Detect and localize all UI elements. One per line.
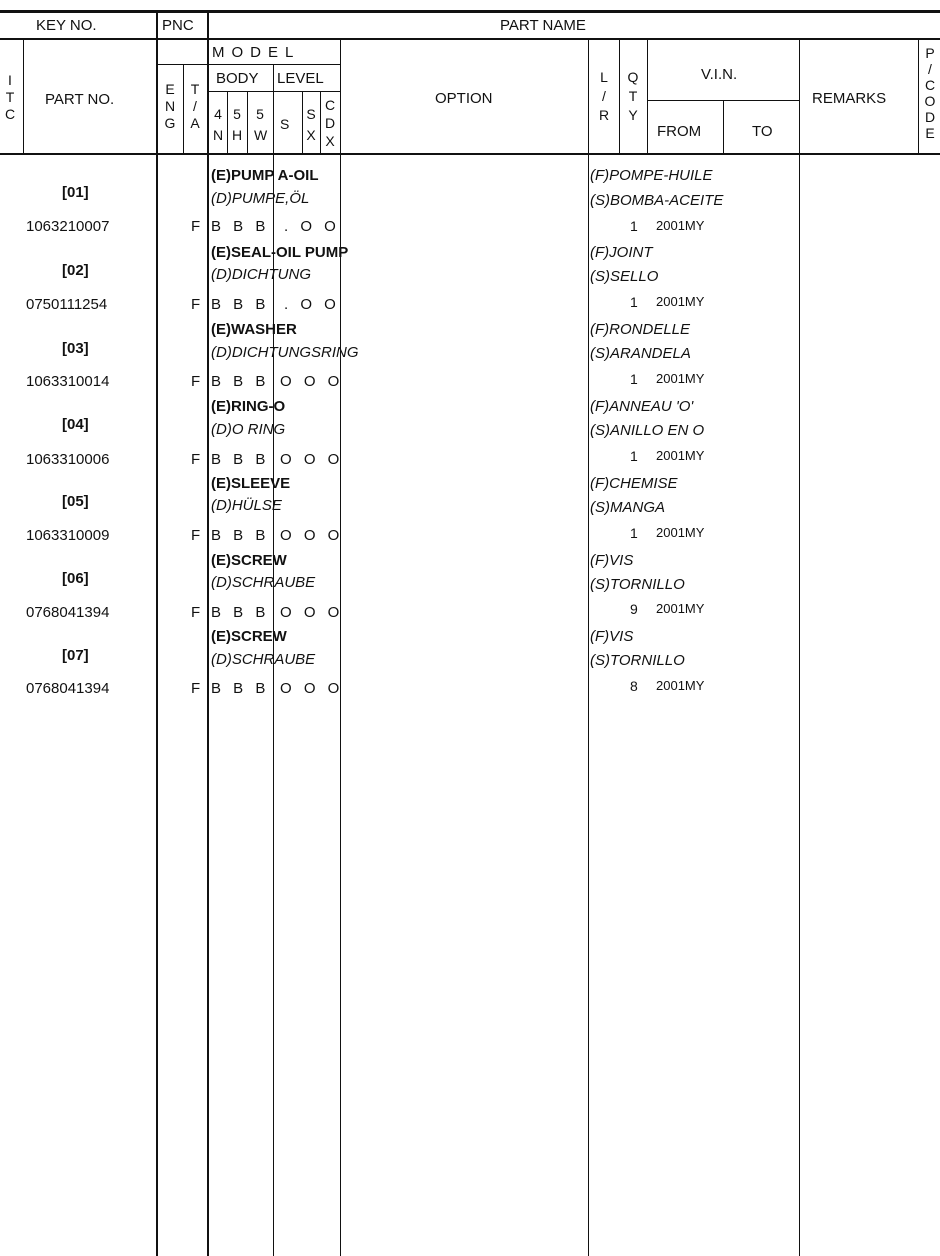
pcode-p: P [925, 45, 935, 61]
option-header: OPTION [435, 90, 493, 107]
vin-from: 2001MY [656, 448, 705, 463]
body-5w-header [254, 104, 266, 146]
ta-code: F [191, 451, 201, 468]
quantity: 1 [630, 294, 638, 310]
level-codes: . O O [284, 218, 340, 235]
lr-l: L [600, 69, 608, 85]
part-name-header: PART NAME [500, 17, 586, 34]
name-english: (E)SCREW [211, 552, 287, 569]
level-s-header: S [280, 116, 290, 132]
name-french: (F)ANNEAU 'O' [590, 398, 694, 415]
body-codes: B B B [211, 451, 270, 468]
name-french: (F)VIS [590, 628, 634, 645]
vin-header: V.I.N. [701, 66, 738, 83]
col-rule-model [340, 38, 341, 1256]
part-number: 1063210007 [26, 218, 110, 235]
col-rule-pnc [207, 10, 209, 1256]
level-cdx-c: C [324, 97, 336, 113]
eng-n: N [164, 98, 176, 114]
name-french: (F)CHEMISE [590, 475, 678, 492]
name-spanish: (S)ARANDELA [590, 345, 691, 362]
key-number: [02] [62, 262, 89, 279]
ta-code: F [191, 373, 201, 390]
part-number: 1063310014 [26, 373, 110, 390]
qty-y: Y [628, 107, 638, 123]
pcode-o: O [924, 93, 936, 109]
model-header: MODEL [212, 44, 301, 61]
remarks-header: REMARKS [812, 90, 887, 107]
ta-header [189, 81, 201, 132]
quantity: 8 [630, 678, 638, 694]
level-codes: O O O [280, 527, 344, 544]
body-codes: B B B [211, 680, 270, 697]
name-english: (E)SEAL-OIL PUMP [211, 244, 349, 261]
col-rule-keyno [156, 10, 158, 1256]
pcode-d: D [924, 109, 936, 125]
body-codes: B B B [211, 296, 270, 313]
quantity: 1 [630, 218, 638, 234]
level-codes: O O O [280, 451, 344, 468]
col-rule-4n [227, 92, 228, 154]
name-french: (F)JOINT [590, 244, 653, 261]
part-number: 0750111254 [26, 296, 108, 313]
vin-from: 2001MY [656, 525, 705, 540]
col-rule-option [588, 38, 589, 1256]
key-number: [04] [62, 416, 89, 433]
lr-slash: / [602, 88, 606, 104]
quantity: 9 [630, 601, 638, 617]
col-rule-remarks [918, 38, 919, 155]
ta-code: F [191, 680, 201, 697]
ta-code: F [191, 527, 201, 544]
name-english: (E)WASHER [211, 321, 297, 338]
name-spanish: (S)MANGA [590, 499, 665, 516]
pcode-header [924, 45, 936, 141]
col-rule-5h [247, 92, 248, 154]
eng-g: G [164, 115, 176, 131]
pcode-slash: / [928, 61, 932, 77]
name-french: (F)RONDELLE [590, 321, 691, 338]
key-no-header: KEY NO. [36, 17, 97, 34]
name-spanish: (S)ANILLO EN O [590, 422, 705, 439]
itc-c: C [4, 106, 16, 122]
col-rule-eng [183, 64, 184, 154]
col-rule-vin [799, 38, 800, 1256]
level-codes: . O O [284, 296, 340, 313]
level-header: LEVEL [277, 70, 324, 87]
level-cdx-header [324, 96, 336, 150]
col-rule-itc [23, 38, 24, 155]
body-codes: B B B [211, 527, 270, 544]
quantity: 1 [630, 525, 638, 541]
vin-from: 2001MY [656, 601, 705, 616]
name-german: (D)HÜLSE [211, 497, 282, 514]
vin-from: 2001MY [656, 218, 705, 233]
key-number: [05] [62, 493, 89, 510]
itc-header [4, 72, 16, 123]
name-spanish: (S)TORNILLO [590, 576, 685, 593]
body-5h-h: H [231, 127, 243, 143]
body-4n-4: 4 [214, 106, 222, 122]
name-english: (E)SLEEVE [211, 475, 291, 492]
level-cdx-x: X [325, 133, 335, 149]
body-codes: B B B [211, 218, 270, 235]
pnc-header: PNC [162, 17, 194, 34]
ta-code: F [191, 296, 201, 313]
ta-t: T [190, 81, 200, 97]
top-rule [0, 10, 940, 13]
part-number: 1063310009 [26, 527, 110, 544]
level-cdx-d: D [324, 115, 336, 131]
level-sx-s: S [306, 106, 316, 122]
name-english: (E)RING-O [211, 398, 286, 415]
col-rule-qty [647, 38, 648, 155]
key-number: [06] [62, 570, 89, 587]
itc-t: T [5, 89, 15, 105]
part-number: 1063310006 [26, 451, 110, 468]
body-5w-5: 5 [256, 106, 264, 122]
lr-r: R [598, 107, 610, 123]
key-number: [03] [62, 340, 89, 357]
body-5h-header [231, 104, 243, 146]
quantity: 1 [630, 448, 638, 464]
name-english: (E)SCREW [211, 628, 287, 645]
qty-q: Q [627, 69, 639, 85]
level-codes: O O O [280, 680, 344, 697]
ta-code: F [191, 218, 201, 235]
name-spanish: (S)TORNILLO [590, 652, 685, 669]
vin-to-header: TO [752, 123, 773, 140]
col-rule-from [723, 100, 724, 155]
body-4n-header [212, 104, 224, 146]
pcode-c: C [924, 77, 936, 93]
qty-header [627, 68, 639, 125]
body-codes: B B B [211, 604, 270, 621]
lr-header [598, 68, 610, 125]
name-german: (D)O RING [211, 421, 286, 438]
col-rule-lr [619, 38, 620, 155]
body-header: BODY [216, 70, 259, 87]
key-number: [07] [62, 647, 89, 664]
level-codes: O O O [280, 373, 344, 390]
name-spanish: (S)BOMBA-ACEITE [590, 192, 724, 209]
part-no-header: PART NO. [45, 91, 115, 108]
quantity: 1 [630, 371, 638, 387]
model-rule [157, 64, 340, 65]
vin-from: 2001MY [656, 678, 705, 693]
name-english: (E)PUMP A-OIL [211, 167, 319, 184]
body-4n-n: N [212, 127, 224, 143]
part-number: 0768041394 [26, 680, 110, 697]
ta-a: A [190, 115, 200, 131]
vin-from-header: FROM [657, 123, 702, 140]
name-french: (F)POMPE-HUILE [590, 167, 713, 184]
ta-code: F [191, 604, 201, 621]
eng-header [164, 81, 176, 132]
name-german: (D)PUMPE,ÖL [211, 190, 310, 207]
col-rule-5w [302, 92, 303, 154]
vin-from: 2001MY [656, 371, 705, 386]
name-french: (F)VIS [590, 552, 634, 569]
name-german: (D)DICHTUNG [211, 266, 311, 283]
name-german: (D)SCHRAUBE [211, 574, 316, 591]
qty-t: T [628, 88, 638, 104]
vin-from: 2001MY [656, 294, 705, 309]
name-german: (D)SCHRAUBE [211, 651, 316, 668]
body-5h-5: 5 [233, 106, 241, 122]
part-number: 0768041394 [26, 604, 110, 621]
name-german: (D)DICHTUNGSRING [211, 344, 359, 361]
ta-slash: / [193, 98, 197, 114]
pcode-e: E [925, 125, 935, 141]
body-codes: B B B [211, 373, 270, 390]
col-rule-sx [320, 92, 321, 154]
level-sx-header [305, 104, 317, 146]
body-5w-w: W [254, 127, 268, 143]
name-spanish: (S)SELLO [590, 268, 659, 285]
level-sx-x: X [306, 127, 316, 143]
key-number: [01] [62, 184, 89, 201]
eng-e: E [165, 81, 175, 97]
itc-i: I [8, 72, 12, 88]
level-codes: O O O [280, 604, 344, 621]
